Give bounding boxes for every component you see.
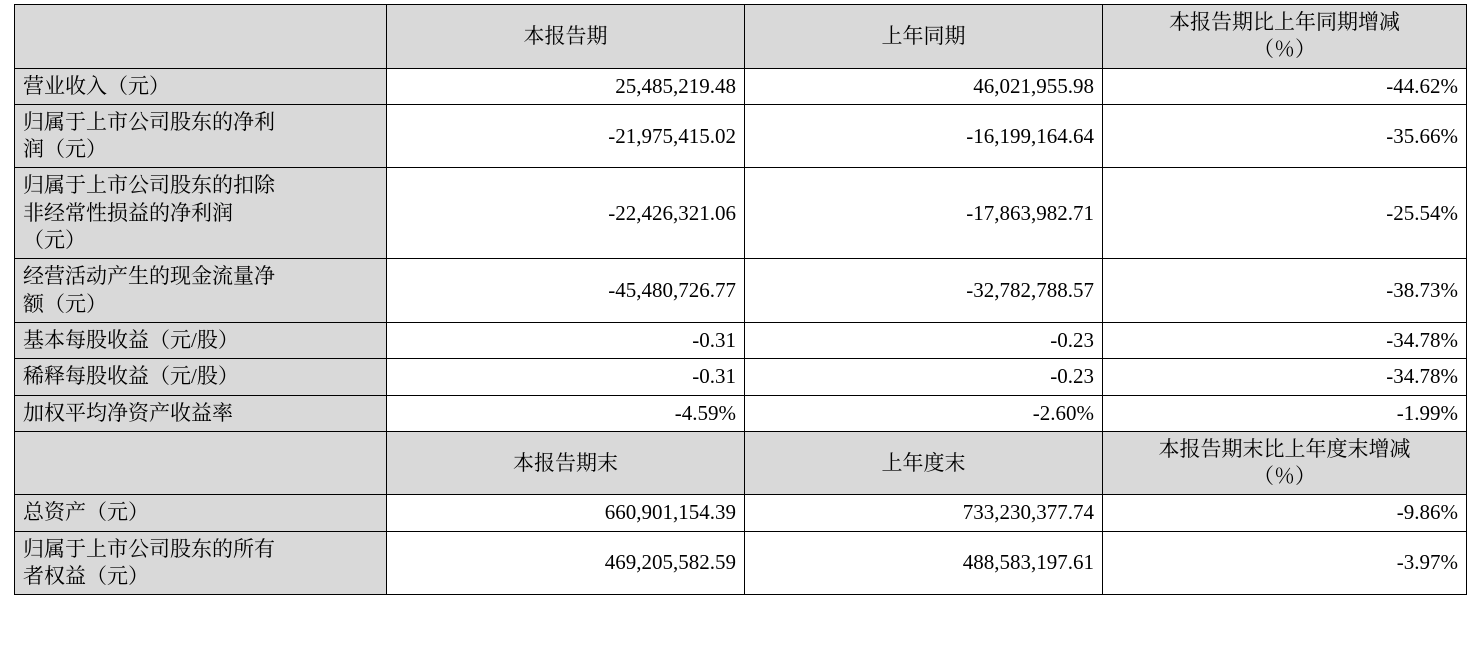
cell-diluted-eps-change: -34.78% <box>1103 359 1467 395</box>
row-label-basic-eps <box>15 322 387 358</box>
column-header-current-period <box>387 5 745 69</box>
cell-net-profit-excl-prior: -17,863,982.71 <box>745 168 1103 259</box>
row-label-line: 稀释每股收益（元/股） <box>23 364 239 389</box>
column-header-line: 本报告期末比上年度末增减 <box>1158 436 1411 461</box>
table-row <box>15 104 1467 168</box>
cell-weighted-roe-current: -4.59% <box>387 395 745 431</box>
row-label-weighted-roe <box>15 395 387 431</box>
row-label-line: 额（元） <box>23 291 107 316</box>
cell-weighted-roe-prior: -2.60% <box>745 395 1103 431</box>
row-label-line: 经营活动产生的现金流量净 <box>23 264 275 289</box>
row-label-diluted-eps <box>15 359 387 395</box>
column-header-line: 本报告期比上年同期增减 <box>1169 10 1400 34</box>
cell-owners-equity-prior: 488,583,197.61 <box>745 531 1103 595</box>
row-label-line: 总资产（元） <box>23 500 149 525</box>
row-label-line: 营业收入（元） <box>23 73 170 98</box>
cell-total-assets-prior: 733,230,377.74 <box>745 495 1103 531</box>
column-header-line: 上年同期 <box>881 23 966 48</box>
cell-net-profit-excl-change: -25.54% <box>1103 168 1467 259</box>
row-label-line: 归属于上市公司股东的扣除 <box>23 173 275 198</box>
row-label-line: 非经常性损益的净利润 <box>23 200 233 225</box>
row-label-line: 加权平均净资产收益率 <box>23 400 233 425</box>
cell-basic-eps-change: -34.78% <box>1103 322 1467 358</box>
column-header-line: 上年度末 <box>881 450 966 475</box>
column-header-line: 本报告期 <box>523 23 608 48</box>
table-row <box>15 68 1467 104</box>
cell-total-assets-change: -9.86% <box>1103 495 1467 531</box>
cell-weighted-roe-change: -1.99% <box>1103 395 1467 431</box>
row-label-net-profit-excl-nonrecurring <box>15 168 387 259</box>
cell-owners-equity-current: 469,205,582.59 <box>387 531 745 595</box>
column-header-period-end <box>387 431 745 495</box>
cell-revenue-current: 25,485,219.48 <box>387 68 745 104</box>
cell-net-profit-prior: -16,199,164.64 <box>745 104 1103 168</box>
cell-owners-equity-change: -3.97% <box>1103 531 1467 595</box>
row-label-net-profit <box>15 104 387 168</box>
header-blank-cell <box>15 5 387 69</box>
column-header-change-year-end <box>1103 431 1467 495</box>
column-header-change <box>1103 5 1467 69</box>
table-row <box>15 495 1467 531</box>
row-label-line: 者权益（元） <box>23 564 149 589</box>
cell-net-profit-excl-current: -22,426,321.06 <box>387 168 745 259</box>
table-row <box>15 259 1467 323</box>
table-row <box>15 531 1467 595</box>
cell-net-profit-change: -35.66% <box>1103 104 1467 168</box>
cell-basic-eps-current: -0.31 <box>387 322 745 358</box>
header-blank-cell <box>15 431 387 495</box>
column-header-line: （％） <box>1253 37 1316 62</box>
row-label-revenue <box>15 68 387 104</box>
cell-basic-eps-prior: -0.23 <box>745 322 1103 358</box>
row-label-line: 归属于上市公司股东的净利 <box>23 109 275 134</box>
row-label-owners-equity <box>15 531 387 595</box>
table-body <box>15 5 1467 595</box>
row-label-line: 归属于上市公司股东的所有 <box>23 536 275 561</box>
row-label-total-assets <box>15 495 387 531</box>
column-header-prior-period <box>745 5 1103 69</box>
cell-revenue-change: -44.62% <box>1103 68 1467 104</box>
cell-revenue-prior: 46,021,955.98 <box>745 68 1103 104</box>
cell-diluted-eps-current: -0.31 <box>387 359 745 395</box>
cell-operating-cash-flow-change: -38.73% <box>1103 259 1467 323</box>
table-header-row <box>15 431 1467 495</box>
table-row <box>15 395 1467 431</box>
financial-summary-table <box>14 4 1467 595</box>
row-label-line: 润（元） <box>23 137 107 162</box>
column-header-prior-year-end <box>745 431 1103 495</box>
cell-diluted-eps-prior: -0.23 <box>745 359 1103 395</box>
row-label-operating-cash-flow <box>15 259 387 323</box>
cell-net-profit-current: -21,975,415.02 <box>387 104 745 168</box>
cell-operating-cash-flow-current: -45,480,726.77 <box>387 259 745 323</box>
cell-total-assets-current: 660,901,154.39 <box>387 495 745 531</box>
column-header-line: （％） <box>1253 464 1316 489</box>
table-row <box>15 359 1467 395</box>
table-row <box>15 168 1467 259</box>
row-label-line: 基本每股收益（元/股） <box>23 327 239 352</box>
row-label-line: （元） <box>23 228 86 253</box>
cell-operating-cash-flow-prior: -32,782,788.57 <box>745 259 1103 323</box>
table-header-row <box>15 5 1467 69</box>
table-row <box>15 322 1467 358</box>
column-header-line: 本报告期末 <box>513 450 618 475</box>
